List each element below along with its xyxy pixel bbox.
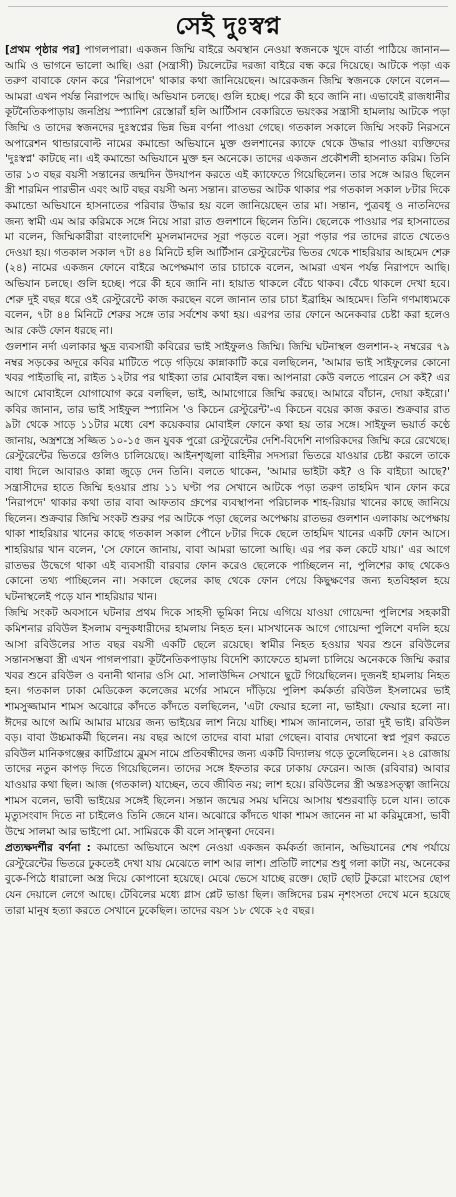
article-body	[0, 43, 456, 919]
headline: সেই দুঃস্বপ্ন	[175, 11, 281, 40]
paragraph-1	[5, 43, 450, 339]
paragraph-3: জিম্মি সংকট অবসানে ঘটনার প্রথম দিকে সাহসী ভূমিকা নিয়ে এগিয়ে যাওয়া গোয়েন্দা পুলিশের সহকারী কমিশনার রবিউল ইসলাম বন্দুকধারীদের হামলায় নিহত হন। মাসখানেক আগে গোয়েন্দা পুলিশে বদলি হয়ে আসা রবিউলের সাত বছর বয়সী একটি ছেলে রয়েছে। স্বামীর নিহত হওয়ার খবর শুনে রবিউলের সন্তানসম্ভবা স্ত্রী এখন পাগলপারা। কূটনৈতিকপাড়ায় বিদেশি ক্যাফেতে হামলা চালিয়ে অনেককে জিম্মি করার খবর শুনে রবিউল ও বনানী থানার ওসি মো. সালাউদ্দিন সেখানে ছুটে গিয়েছিলেন। দুজনই হামলায় নিহত হন। গতকাল ঢাকা মেডিকেল কলেজের মর্গের সামনে দাঁড়িয়ে পুলিশ কর্মকর্তা রবিউল ইসলামের ভাই শামসুজ্জামান শামস অঝোরে কাঁদতে কাঁদতে বলছিলেন, 'এটা ফেয়ার হলো না, ভাইয়া। ফেয়ার হলো না। ঈদের আগে আমি আমার মায়ের জন্য ভাইয়ের লাশ নিয়ে যাচ্ছি। শামস জানালেন, তারা দুই ভাই। রবিউল বড়। বাবা উচ্চমাকর্মী ছিলেন। নয় বছর আগে তাদের বাবা মারা গেছেন। বাবার দেখানো স্বপ্ন পূরণ করতে রবিউল মানিকগঞ্জের কাটিগ্রামে ব্লুমস নামে প্রতিবন্ধীদের জন্য একটি বিদ্যালয় গড়ে তুলেছিলেন। ২৪ রোজায় তাদের নতুন কাপড় দিতে গিয়েছিলেন। তাদের সঙ্গে ইফতার করে ঢাকায় ফেরেন। আজ (রবিবার) আবার যাওয়ার কথা ছিল। আজ (গতকাল) যাচ্ছেন, তবে জীবিত নয়; লাশ হয়ে। রবিউলের স্ত্রী অন্তঃসত্ত্বা জানিয়ে শামস বলেন, ভাবী ভাইয়ের সঙ্গেই ছিলেন। সন্তান জন্মের সময় ঘনিয়ে আসায় শ্বশুরবাড়ি চলে যান। তাকে মৃত্যুসংবাদ দিতে না চাইলেও তিনি জেনে যান। অঝোরে কাঁদতে থাকা শামস জানেন না মা করিমুন্নেসা, ভাবী উম্মে সালমা আর ভাইপো মো. সামিরকে কী বলে সান্ত্বনা দেবেন।	[5, 607, 450, 838]
witness-label: প্রত্যক্ষদর্শীর বর্ণনা :	[5, 842, 91, 855]
witness-text: কমান্ডো অভিযানে অংশ নেওয়া একজন কর্মকর্তা জানান, অভিযানের শেষ পর্যায়ে রেস্টুরেন্টের ভিতরে ঢুকতেই দেখা যায় মেঝেতে লাশ আর লাশ। প্রতিটি লাশের শুধু গলা কাটা নয়, অনেকের বুকে-পিঠে ধারালো অস্ত্র দিয়ে কোপানো হয়েছে। মেঝে ভেসে যাচ্ছে রক্তে। ছোট ছোট টুকরো মাংসের ছোপ যেন দেয়ালে লেগে আছে। টেবিলের মধ্যে গ্লাস প্লেট ভাঙা ছিল। জঙ্গিদের চরম নৃশংসতা দেখে মনে হয়েছে তারা মানুষ হত্যা করতে সেখানে ঢুকেছিল। তাদের বয়স ১৮ থেকে ২৫ বছর।	[5, 842, 450, 917]
continued-label: [প্রথম পৃষ্ঠার পর]	[5, 44, 81, 56]
paragraph-1-text: পাগলপারা। একজন জিম্মি বাইরে অবস্থান নেওয়া স্বজনকে খুদে বার্তা পাঠিয়ে জানান— আমি ও ভাগনে ভালো আছি। ওরা (সন্ত্রাসী) টয়লেটের দরজা বাইরে বন্ধ করে দিয়েছে। আটকে পড়া এক তরুণ বাবাকে ফোন করে 'নিরাপদে' থাকার কথা জানিয়েছেন। আরেকজন জিম্মি স্বজনকে ফোনে বলেন— আমরা এখন পর্যন্ত নিরাপদে আছি। অভিযান চলছে। গুলি হচ্ছে। পরে কী হবে জানি না। এভাবেই রাজধানীর কূটনৈতিকপাড়ায় জনপ্রিয় স্প্যানিশ রেস্তোরাঁ হলি আর্টিসান বেকারিতে ভয়ংকর সন্ত্রাসী হামলায় আটকে পড়া জিম্মি ও তাদের স্বজনদের দুঃস্বপ্নের ভিন্ন ভিন্ন বর্ণনা পাওয়া গেছে। গতকাল সকালে জিম্মি সংকট নিরসনে অপারেশন থান্ডারবোল্ট নামের কমান্ডো অভিযানে মুক্ত গুলশানের ক্যাফে থেকে উদ্ধার পাওয়া ব্যক্তিদের 'দুঃস্বপ্ন' কাটছে না। এই কমান্ডো অভিযানে মুক্ত হন অনেকে। তাদের একজন প্রকৌশলী হাসনাত করিম। তিনি তার ১৩ বছর বয়সী সন্তানের জন্মদিন উদযাপন করতে এই ক্যাফেতে গিয়েছিলেন। তার সঙ্গে আরও ছিলেন স্ত্রী শারমিন পারভীন এবং আট বছর বয়সী অন্য সন্তান। রাতভর আটক থাকার পর গতকাল সকাল ৮টার দিকে কমান্ডো অভিযানে হাসনাতের পরিবার উদ্ধার হয় বলে জানিয়েছেন তার মা। সন্তান, পুত্রবধূ ও নাতনিদের জন্য স্বামী এম আর করিমকে সঙ্গে নিয়ে সারা রাত গুলশানে ছিলেন তিনি। ছেলেকে পাওয়ার পর হাসনাতের মা বলেন, জিম্মিকারীরা বাংলাদেশি মুসলমানদের সূরা পড়তে বলে। সূরা পড়ার পর তাদের রাতে খেতেও দেওয়া হয়। গতকাল সকাল ৭টা ৪৪ মিনিটে হলি আর্টিসান রেস্টুরেন্টের ভিতর থেকে শাহরিয়ার আহমেদ শেরু (২৪) নামের একজন ফোনে বাইরে অপেক্ষমাণ তার চাচাকে বলেন, আমরা এখন পর্যন্ত নিরাপদে আছি। অভিযান চলছে। গুলি হচ্ছে। পরে কী হবে জানি না। হায়াত থাকলে বেঁচে থাকব। বেঁচে থাকলে দেখা হবে। শেরু দুই বছর ধরে ওই রেস্টুরেন্টে কাজ করছেন বলে জানান তার চাচা ইব্রাহিম আহমেদ। তিনি গণমাধ্যমকে বলেন, ৭টা ৪৪ মিনিটে শেরুর সঙ্গে তার সর্বশেষ কথা হয়। এরপর তার ফোনে অনেকবার চেষ্টা করা হলেও আর কেউ ফোন ধরছে না।	[5, 44, 450, 337]
witness-paragraph	[5, 841, 450, 919]
previous-article-edge	[8, 0, 448, 7]
paragraph-2: গুলশান নর্দা এলাকার ক্ষুদ্র ব্যবসায়ী কবিরের ভাই সাইফুলও জিম্মি। জিম্মি ঘটনাস্থল গুলশান-২ নম্বরের ৭৯ নম্বর সড়কের অদূরে কবির মাটিতে পড়ে গড়িয়ে কান্নাকাটি করে বলছিলেন, 'আমার ভাই সাইফুলের কোনো খবর পাইতাছি না, রাইত ১২টার পর থাইক্যা তার মোবাইল বন্ধ। আপনারা কেউ বলতে পারেন সে কই? এর আগে মোবাইলে যোগাযোগ করে বলছিল, ভাই, আমাগোরে জিম্মি করছে। আমারে বাঁচান, দোয়া কইরো।' কবির জানান, তার ভাই সাইফুল স্প্যানিস 'ও কিচেন রেস্টুরেন্ট'-এ কিচেন বয়ের কাজ করত। শুক্রবার রাত ৯টা থেকে সাড়ে ১১টার মধ্যে বেশ কয়েকবার মোবাইল ফোনে কথা হয় তার সঙ্গে। সাইফুল ভয়ার্ত কণ্ঠে জানায়, অস্ত্রশস্ত্রে সজ্জিত ১০-১৫ জন যুবক পুরো রেস্টুরেন্টের দেশি-বিদেশি নাগরিকদের জিম্মি করে রেখেছে। রেস্টুরেন্টের ভিতরে গুলিও চালিয়েছে। আইনশৃঙ্খলা বাহিনীর সদস্যরা ভিতরে যাওয়ার চেষ্টা করলে তাকে বাধা দিলে আবারও কান্না জুড়ে দেন তিনি। বলতে থাকেন, 'আমার ভাইটা কই? ও কি বাইচ্যা আছে?' সন্ত্রাসীদের হাতে জিম্মি হওয়ার প্রায় ১১ ঘণ্টা পর সেখানে আটকে পড়া তরুণ তাহমিদ খান ফোন করে 'নিরাপদে' থাকার কথা তার বাবা আফতাব গ্রুপের ব্যবস্থাপনা পরিচালক শাহ-রিয়ার খানের কাছে জানিয়ে ছিলেন। শুক্রবার জিম্মি সংকট শুরুর পর আটকে পড়া ছেলের অপেক্ষায় রাতভর গুলশান এলাকায় অপেক্ষায় থাকা শাহরিয়ার খানের কাছে গতকাল সকাল পৌনে ৮টার দিকে ছেলে তাহমিদ খানের একটি ফোন আসে। শাহরিয়ার খান বলেন, 'সে ফোনে জানায়, বাবা আমরা ভালো আছি। এর পর কল কেটে যায়।' এর আগে রাতভর উদ্বেগে থাকা এই ব্যবসায়ী বারবার ফোন করেও ছেলেকে পাচ্ছিলেন না, পুলিশের কাছ থেকেও কোনো তথ্য পাচ্ছিলেন না। সকালে ছেলের কাছ থেকে ফোন পেয়ে কিছুক্ষণের জন্য হতবিহ্বল হয়ে ঘটনাস্থলেই পড়ে যান শাহরিয়ার খান।	[5, 341, 450, 603]
